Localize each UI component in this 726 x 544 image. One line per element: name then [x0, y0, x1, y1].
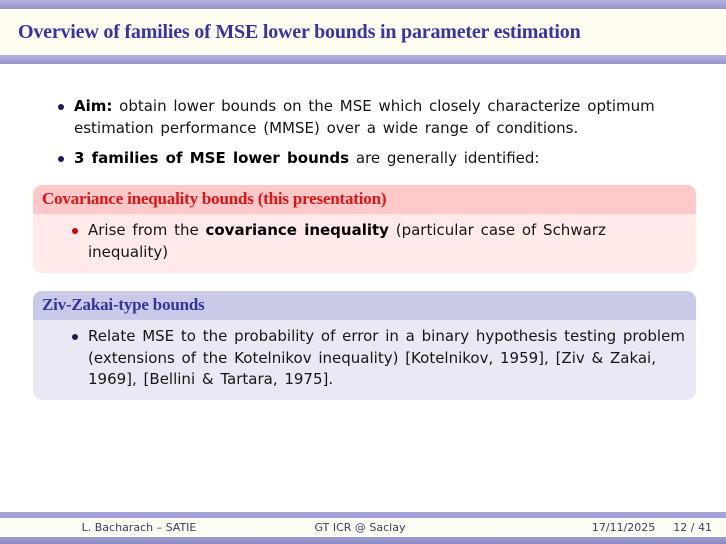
header-top-bar	[0, 0, 726, 9]
footer-author: L. Bacharach – SATIE	[81, 521, 197, 534]
footer-page-number: 12 / 41	[673, 521, 712, 534]
ziv-zakai-box-item	[72, 326, 686, 391]
bullet-icon	[72, 228, 78, 234]
bullet-text	[74, 96, 682, 140]
item-post: (particular case of Schwarz inequality)	[88, 221, 606, 261]
ziv-zakai-box-title: Ziv-Zakai-type bounds	[33, 291, 696, 320]
covariance-box-item	[72, 220, 686, 264]
footer-row	[0, 518, 726, 537]
bullet-bold-label: 3 families of MSE lower bounds	[74, 148, 350, 167]
bullet-icon	[58, 104, 64, 110]
header-divider-bar	[0, 55, 726, 64]
bullet-text	[74, 148, 539, 170]
slide-content	[0, 64, 726, 400]
covariance-bounds-box	[33, 185, 696, 273]
bullet-icon	[72, 334, 78, 340]
bullet-rest: are generally identified:	[349, 148, 540, 167]
footer-venue: GT ICR @ Saclay	[314, 521, 406, 534]
bullet-text: Relate MSE to the probability of error in a binary hypothesis testing problem (extensions of the Kotelnikov inequality) [Kotelnikov, 1959], [Ziv & Zakai, 1969], [Bellini & Tartara, 1975].	[88, 326, 685, 389]
bullet-item-families	[58, 148, 696, 170]
bullet-icon	[58, 156, 64, 162]
covariance-box-body	[33, 214, 696, 273]
bullet-text	[88, 220, 686, 264]
covariance-box-title: Covariance inequality bounds (this presentation)	[33, 185, 696, 214]
item-bold: covariance inequality	[205, 221, 389, 240]
ziv-zakai-bounds-box	[33, 291, 696, 400]
bullet-bold-label: Aim:	[74, 97, 113, 115]
ziv-zakai-box-body	[33, 320, 696, 400]
item-pre: Arise from the	[88, 221, 206, 240]
footer-date: 17/11/2025	[591, 521, 656, 534]
footer-bottom-bar	[0, 537, 726, 544]
bullet-rest: obtain lower bounds on the MSE which closely characterize optimum estimation performance (MMSE) over a wide range of conditions.	[74, 97, 655, 137]
title-band	[0, 9, 726, 55]
bullet-item-aim	[58, 96, 696, 140]
footer-right-group	[592, 521, 712, 534]
slide-title: Overview of families of MSE lower bounds in parameter estimation	[18, 20, 581, 43]
footer	[0, 512, 726, 544]
